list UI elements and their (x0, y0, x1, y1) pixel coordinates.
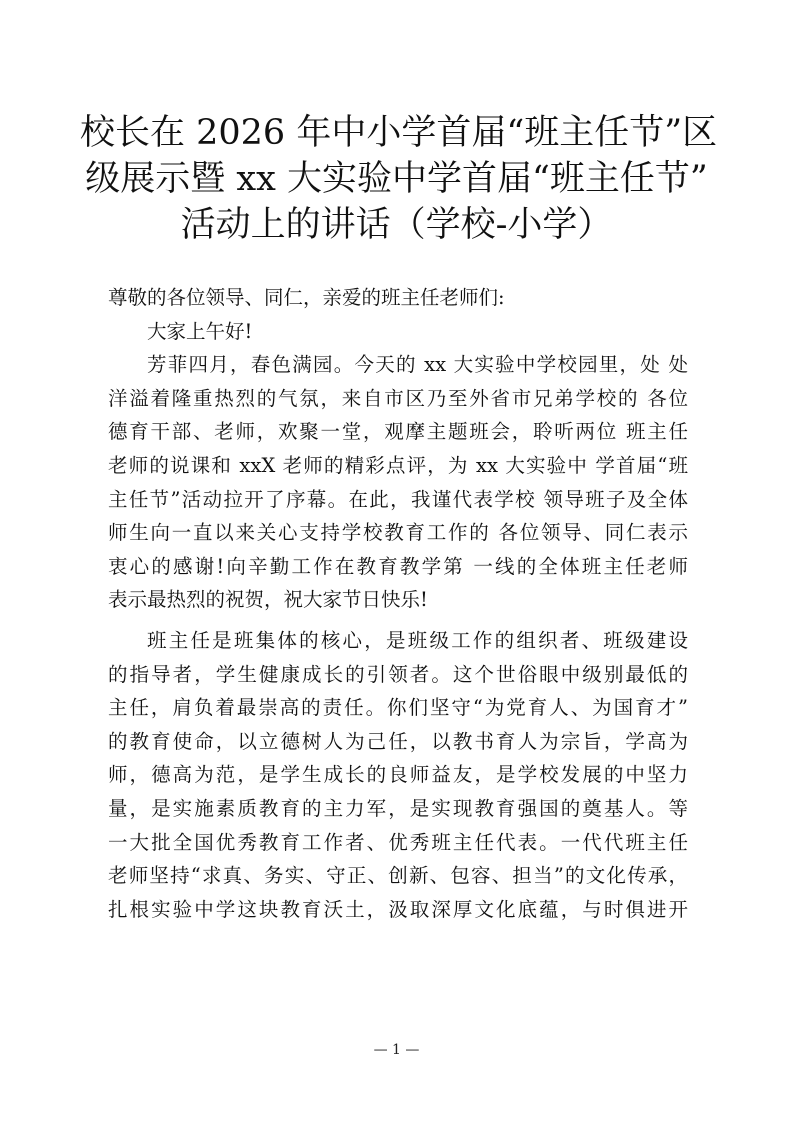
paragraph-line: 衷心的感谢!向辛勤工作在教育教学第 一线的全体班主任老师 (108, 554, 688, 578)
title-line-2: 级展示暨 xx 大实验中学首届“班主任节” (85, 159, 708, 199)
paragraph-line: 量，是实施素质教育的主力军，是实现教育强国的奠基人。等 (108, 796, 688, 820)
salutation: 尊敬的各位领导、同仁，亲爱的班主任老师们: (108, 286, 505, 309)
paragraph-line: 主任，肩负着最崇高的责任。你们坚守“为党育人、为国育才” (108, 696, 688, 720)
greeting: 大家上午好! (147, 319, 253, 343)
document-body (108, 281, 688, 926)
paragraph-line: 的指导者，学生健康成长的引领者。这个世俗眼中级别最低的 (108, 662, 688, 686)
paragraph-line: 班主任是班集体的核心，是班级工作的组织者、班级建设 (147, 628, 688, 652)
paragraph-1 (108, 348, 688, 617)
paragraph-line: 表示最热烈的祝贺，祝大家节日快乐! (108, 588, 428, 612)
paragraph-2 (108, 624, 688, 926)
paragraph-line: 老师的说课和 xxX 老师的精彩点评，为 xx 大实验中 学首届“班 (108, 453, 688, 477)
paragraph-line: 芳菲四月，春色满园。今天的 xx 大实验中学校园里，处 处 (147, 353, 688, 377)
paragraph-line: 的教育使命，以立德树人为己任，以教书育人为宗旨，学高为 (108, 729, 688, 753)
paragraph-line: 师生向一直以来关心支持学校教育工作的 各位领导、同仁表示 (108, 521, 688, 545)
paragraph-line: 一大批全国优秀教育工作者、优秀班主任代表。一代代班主任 (108, 830, 688, 854)
paragraph-line: 洋溢着隆重热烈的气氛，来自市区乃至外省市兄弟学校的 各位 (108, 386, 688, 410)
paragraph-line: 师，德高为范，是学生成长的良师益友，是学校发展的中坚力 (108, 763, 688, 787)
title-line-3: 活动上的讲话（学校-小学） (180, 205, 613, 245)
document-title (80, 110, 718, 248)
title-line-1: 校长在 2026 年中小学首届“班主任节”区 (80, 113, 718, 153)
page-number: — 1 — (373, 1042, 420, 1058)
paragraph-line: 扎根实验中学这块教育沃土，汲取深厚文化底蕴，与时俱进开 (108, 897, 688, 921)
paragraph-line: 德育干部、老师，欢聚一堂，观摩主题班会，聆听两位 班主任 (108, 420, 688, 444)
paragraph-line: 老师坚持“求真、务实、守正、创新、包容、担当”的文化传承， (108, 864, 688, 888)
paragraph-line: 主任节”活动拉开了序幕。在此，我谨代表学校 领导班子及全体 (108, 487, 688, 511)
